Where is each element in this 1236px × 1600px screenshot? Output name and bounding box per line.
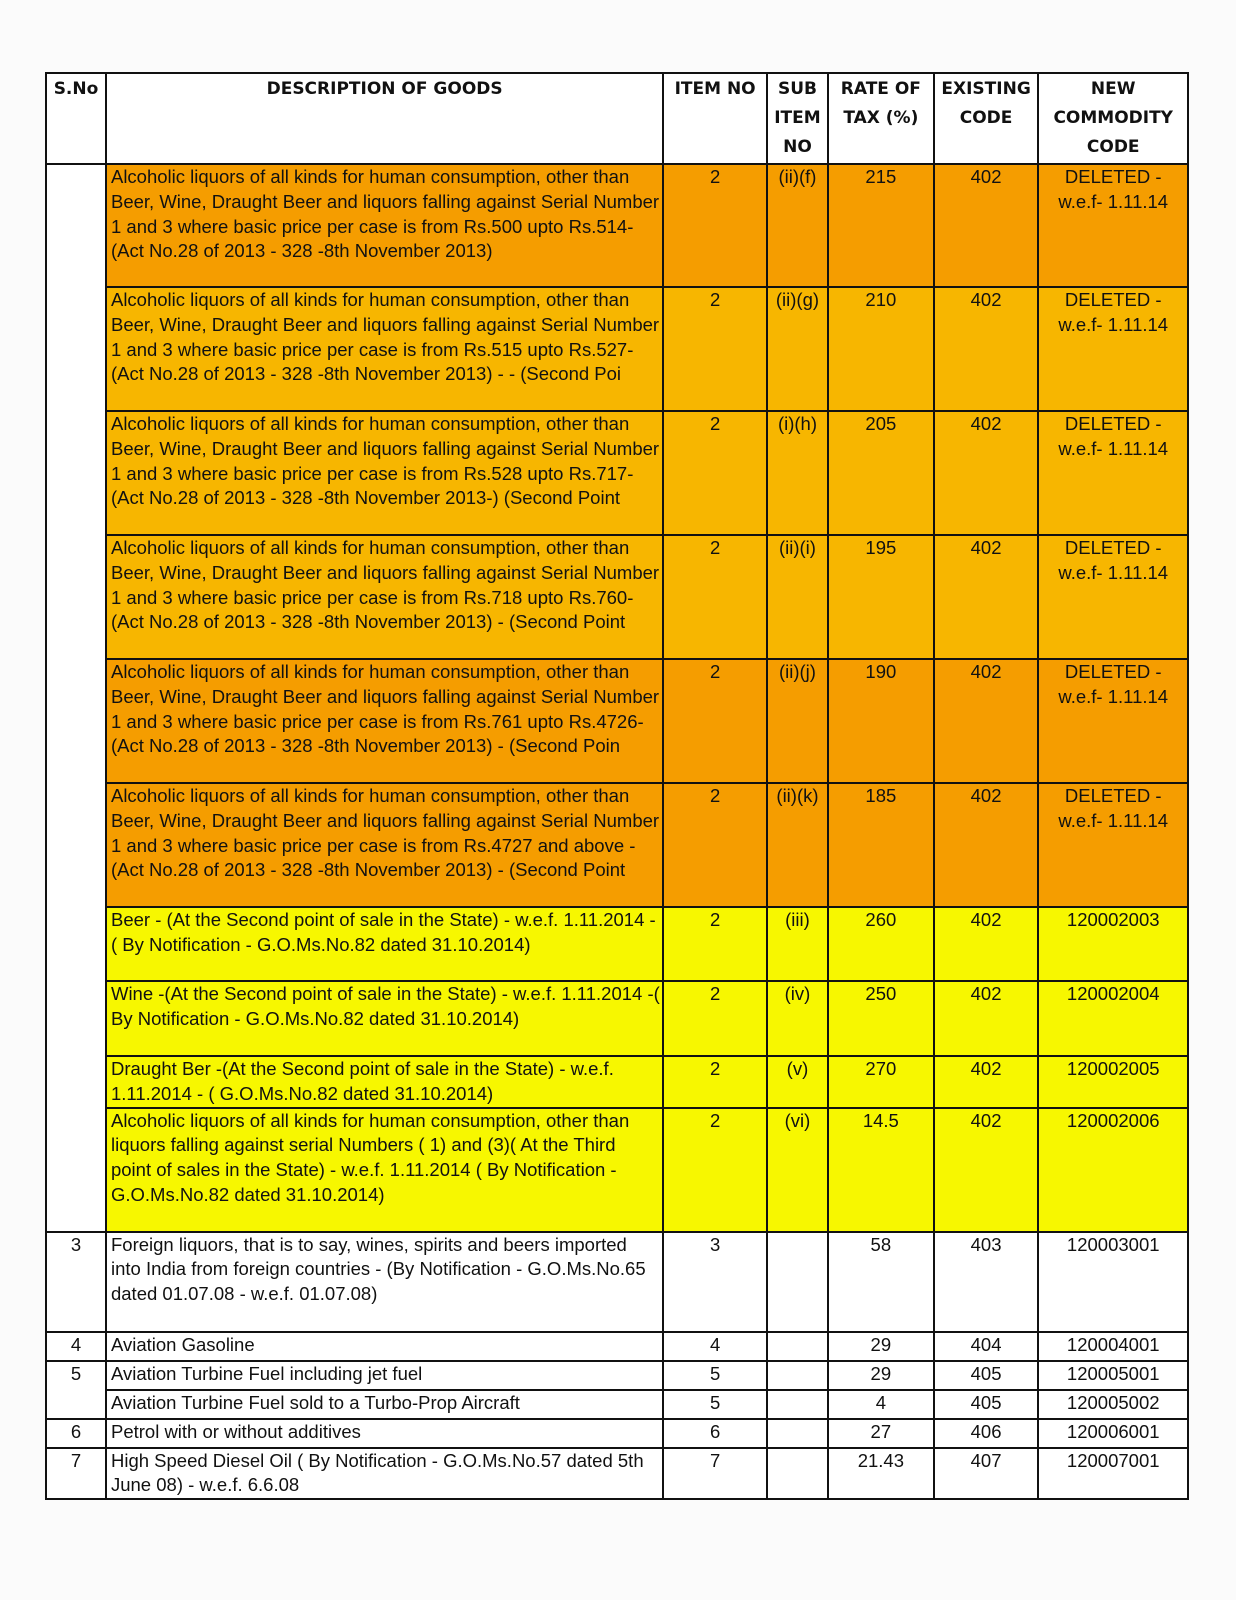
sub-item-no-cell xyxy=(767,1332,828,1361)
rate-of-tax-cell: 185 xyxy=(828,783,934,907)
serial-number-cell: 4 xyxy=(46,1332,106,1361)
description-cell: Aviation Turbine Fuel including jet fuel xyxy=(106,1361,663,1390)
table-row xyxy=(46,411,1188,535)
table-row xyxy=(46,1232,1188,1332)
item-no-cell: 2 xyxy=(663,535,767,659)
new-commodity-code-cell: 120002005 xyxy=(1038,1056,1188,1108)
sub-item-no-cell xyxy=(767,1419,828,1448)
description-cell: Alcoholic liquors of all kinds for human consumption, other than Beer, Wine, Draught Beer and liquors falling against Serial Number 1 and 3 where basic price per case is from Rs.528 upto Rs.717- (Act No.28 of 2013 - 328 -8th November 2013-) (Second Point xyxy=(106,411,663,535)
sub-item-no-cell: (iv) xyxy=(767,981,828,1056)
table-row xyxy=(46,1108,1188,1232)
description-cell: Petrol with or without additives xyxy=(106,1419,663,1448)
new-commodity-code-cell: 120006001 xyxy=(1038,1419,1188,1448)
rate-of-tax-cell: 195 xyxy=(828,535,934,659)
existing-code-cell: 402 xyxy=(934,1056,1039,1108)
new-commodity-code-cell: DELETED - w.e.f- 1.11.14 xyxy=(1038,783,1188,907)
rate-of-tax-cell: 29 xyxy=(828,1361,934,1390)
table-row xyxy=(46,287,1188,411)
table-row xyxy=(46,1056,1188,1108)
new-commodity-code-cell: 120003001 xyxy=(1038,1232,1188,1332)
new-commodity-code-cell: 120004001 xyxy=(1038,1332,1188,1361)
item-no-cell: 7 xyxy=(663,1448,767,1500)
description-cell: Beer - (At the Second point of sale in the State) - w.e.f. 1.11.2014 - ( By Notification - G.O.Ms.No.82 dated 31.10.2014) xyxy=(106,907,663,981)
serial-number-cell: 6 xyxy=(46,1419,106,1448)
existing-code-cell: 405 xyxy=(934,1390,1039,1419)
rate-of-tax-cell: 14.5 xyxy=(828,1108,934,1232)
rate-of-tax-cell: 215 xyxy=(828,164,934,287)
rate-of-tax-cell: 4 xyxy=(828,1390,934,1419)
item-no-cell: 2 xyxy=(663,981,767,1056)
item-no-cell: 5 xyxy=(663,1361,767,1390)
new-commodity-code-cell: DELETED - w.e.f- 1.11.14 xyxy=(1038,287,1188,411)
item-no-cell: 5 xyxy=(663,1390,767,1419)
rate-of-tax-cell: 190 xyxy=(828,659,934,783)
sub-item-no-cell xyxy=(767,1390,828,1419)
item-no-cell: 2 xyxy=(663,659,767,783)
description-cell: Alcoholic liquors of all kinds for human consumption, other than Beer, Wine, Draught Beer and liquors falling against Serial Number 1 and 3 where basic price per case is from Rs.4727 and above - (Act No.28 of 2013 - 328 -8th November 2013) - (Second Point xyxy=(106,783,663,907)
item-no-cell: 2 xyxy=(663,907,767,981)
table-row xyxy=(46,659,1188,783)
new-commodity-code-cell: DELETED - w.e.f- 1.11.14 xyxy=(1038,659,1188,783)
sub-item-no-cell: (vi) xyxy=(767,1108,828,1232)
new-commodity-code-cell: 120005002 xyxy=(1038,1390,1188,1419)
rate-of-tax-cell: 29 xyxy=(828,1332,934,1361)
new-commodity-code-cell: 120002004 xyxy=(1038,981,1188,1056)
rate-of-tax-cell: 27 xyxy=(828,1419,934,1448)
description-cell: Draught Ber -(At the Second point of sale in the State) - w.e.f. 1.11.2014 - ( G.O.Ms.No.82 dated 31.10.2014) xyxy=(106,1056,663,1108)
header-existing-code: EXISTING CODE xyxy=(934,73,1039,164)
existing-code-cell: 404 xyxy=(934,1332,1039,1361)
header-new-commodity-code: NEW COMMODITY CODE xyxy=(1038,73,1188,164)
description-cell: High Speed Diesel Oil ( By Notification - G.O.Ms.No.57 dated 5th June 08) - w.e.f. 6.6.08 xyxy=(106,1448,663,1500)
table-row xyxy=(46,981,1188,1056)
header-rate-of-tax: RATE OF TAX (%) xyxy=(828,73,934,164)
table-row xyxy=(46,1361,1188,1390)
item-no-cell: 2 xyxy=(663,164,767,287)
sub-item-no-cell: (ii)(f) xyxy=(767,164,828,287)
description-cell: Alcoholic liquors of all kinds for human consumption, other than Beer, Wine, Draught Beer and liquors falling against Serial Number 1 and 3 where basic price per case is from Rs.761 upto Rs.4726- (Act No.28 of 2013 - 328 -8th November 2013) - (Second Poin xyxy=(106,659,663,783)
existing-code-cell: 402 xyxy=(934,164,1039,287)
rate-of-tax-cell: 260 xyxy=(828,907,934,981)
item-no-cell: 2 xyxy=(663,1056,767,1108)
sub-item-no-cell: (ii)(i) xyxy=(767,535,828,659)
new-commodity-code-cell: DELETED - w.e.f- 1.11.14 xyxy=(1038,164,1188,287)
sub-item-no-cell: (ii)(g) xyxy=(767,287,828,411)
description-cell: Aviation Turbine Fuel sold to a Turbo-Prop Aircraft xyxy=(106,1390,663,1419)
tax-rate-table-wrapper xyxy=(45,72,1189,1500)
item-no-cell: 2 xyxy=(663,1108,767,1232)
existing-code-cell: 402 xyxy=(934,411,1039,535)
description-cell: Alcoholic liquors of all kinds for human consumption, other than Beer, Wine, Draught Beer and liquors falling against Serial Number 1 and 3 where basic price per case is from Rs.500 upto Rs.514- (Act No.28 of 2013 - 328 -8th November 2013) xyxy=(106,164,663,287)
sub-item-no-cell xyxy=(767,1361,828,1390)
header-description: DESCRIPTION OF GOODS xyxy=(106,73,663,164)
tax-rate-table xyxy=(45,72,1189,1500)
existing-code-cell: 402 xyxy=(934,535,1039,659)
table-row xyxy=(46,164,1188,287)
new-commodity-code-cell: DELETED - w.e.f- 1.11.14 xyxy=(1038,535,1188,659)
existing-code-cell: 402 xyxy=(934,1108,1039,1232)
item-no-cell: 3 xyxy=(663,1232,767,1332)
existing-code-cell: 407 xyxy=(934,1448,1039,1500)
serial-number-cell: 5 xyxy=(46,1361,106,1419)
existing-code-cell: 402 xyxy=(934,783,1039,907)
new-commodity-code-cell: 120005001 xyxy=(1038,1361,1188,1390)
rate-of-tax-cell: 250 xyxy=(828,981,934,1056)
sub-item-no-cell: (ii)(k) xyxy=(767,783,828,907)
existing-code-cell: 403 xyxy=(934,1232,1039,1332)
serial-number-cell xyxy=(46,164,106,1232)
new-commodity-code-cell: 120002003 xyxy=(1038,907,1188,981)
rate-of-tax-cell: 205 xyxy=(828,411,934,535)
header-sub-item-no: SUB ITEM NO xyxy=(767,73,828,164)
sub-item-no-cell: (v) xyxy=(767,1056,828,1108)
header-item-no: ITEM NO xyxy=(663,73,767,164)
sub-item-no-cell: (i)(h) xyxy=(767,411,828,535)
header-row xyxy=(46,73,1188,164)
rate-of-tax-cell: 58 xyxy=(828,1232,934,1332)
rate-of-tax-cell: 21.43 xyxy=(828,1448,934,1500)
item-no-cell: 2 xyxy=(663,783,767,907)
item-no-cell: 2 xyxy=(663,411,767,535)
description-cell: Foreign liquors, that is to say, wines, spirits and beers imported into India from foreign countries - (By Notification - G.O.Ms.No.65 dated 01.07.08 - w.e.f. 01.07.08) xyxy=(106,1232,663,1332)
sub-item-no-cell xyxy=(767,1232,828,1332)
rate-of-tax-cell: 210 xyxy=(828,287,934,411)
rate-of-tax-cell: 270 xyxy=(828,1056,934,1108)
table-row xyxy=(46,1419,1188,1448)
new-commodity-code-cell: DELETED - w.e.f- 1.11.14 xyxy=(1038,411,1188,535)
description-cell: Alcoholic liquors of all kinds for human consumption, other than Beer, Wine, Draught Beer and liquors falling against Serial Number 1 and 3 where basic price per case is from Rs.515 upto Rs.527- (Act No.28 of 2013 - 328 -8th November 2013) - - (Second Poi xyxy=(106,287,663,411)
existing-code-cell: 402 xyxy=(934,907,1039,981)
existing-code-cell: 402 xyxy=(934,659,1039,783)
header-sno: S.No xyxy=(46,73,106,164)
serial-number-cell: 7 xyxy=(46,1448,106,1500)
table-row xyxy=(46,1332,1188,1361)
table-row xyxy=(46,535,1188,659)
new-commodity-code-cell: 120002006 xyxy=(1038,1108,1188,1232)
table-row xyxy=(46,1448,1188,1500)
serial-number-cell: 3 xyxy=(46,1232,106,1332)
item-no-cell: 6 xyxy=(663,1419,767,1448)
description-cell: Aviation Gasoline xyxy=(106,1332,663,1361)
description-cell: Alcoholic liquors of all kinds for human consumption, other than liquors falling against serial Numbers ( 1) and (3)( At the Third point of sales in the State) - w.e.f. 1.11.2014 ( By Notification - G.O.Ms.No.82 dated 31.10.2014) xyxy=(106,1108,663,1232)
table-row xyxy=(46,783,1188,907)
existing-code-cell: 402 xyxy=(934,981,1039,1056)
sub-item-no-cell: (ii)(j) xyxy=(767,659,828,783)
table-row xyxy=(46,907,1188,981)
existing-code-cell: 406 xyxy=(934,1419,1039,1448)
existing-code-cell: 402 xyxy=(934,287,1039,411)
description-cell: Wine -(At the Second point of sale in the State) - w.e.f. 1.11.2014 -( By Notification - G.O.Ms.No.82 dated 31.10.2014) xyxy=(106,981,663,1056)
item-no-cell: 4 xyxy=(663,1332,767,1361)
description-cell: Alcoholic liquors of all kinds for human consumption, other than Beer, Wine, Draught Beer and liquors falling against Serial Number 1 and 3 where basic price per case is from Rs.718 upto Rs.760- (Act No.28 of 2013 - 328 -8th November 2013) - (Second Point xyxy=(106,535,663,659)
existing-code-cell: 405 xyxy=(934,1361,1039,1390)
table-row xyxy=(46,1390,1188,1419)
sub-item-no-cell: (iii) xyxy=(767,907,828,981)
sub-item-no-cell xyxy=(767,1448,828,1500)
item-no-cell: 2 xyxy=(663,287,767,411)
new-commodity-code-cell: 120007001 xyxy=(1038,1448,1188,1500)
